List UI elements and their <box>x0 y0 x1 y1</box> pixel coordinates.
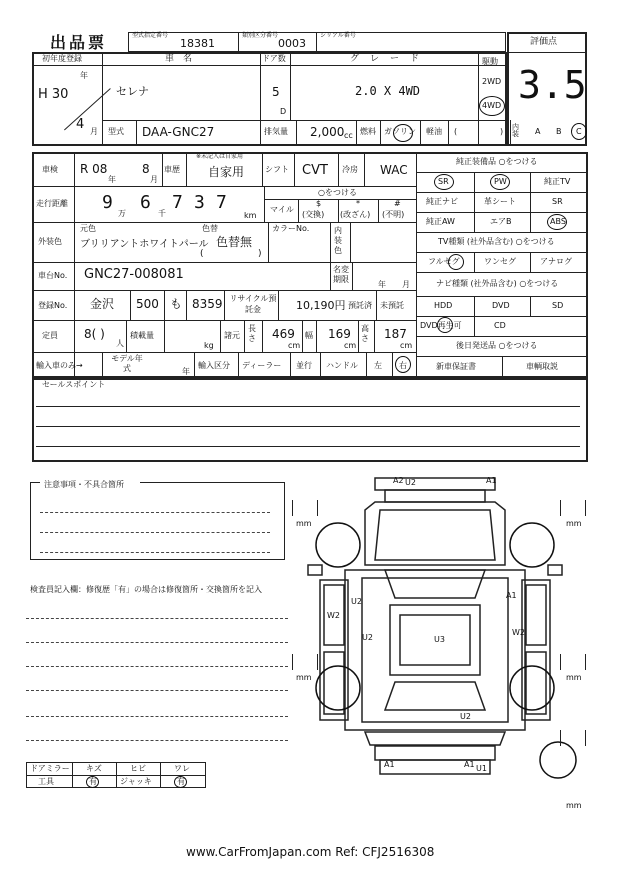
mile-label: マイル <box>270 205 294 214</box>
diagram-label-u2-left: U2 <box>351 597 362 606</box>
history: 自家用 <box>208 165 245 179</box>
car-damage-diagram <box>290 470 600 790</box>
navi-dvd-play: DVD再生可 <box>420 321 462 330</box>
doors-label: ドア数 <box>262 54 286 63</box>
reg-label: 登録No. <box>38 301 68 310</box>
recycle-amount: 10,190円 <box>296 299 346 312</box>
mileage-label: 走行距離 <box>36 199 68 208</box>
inspection-month: 8 <box>142 162 150 176</box>
diagram-label-a1-top: A1 <box>486 476 497 485</box>
model-label: 型式 <box>108 127 124 136</box>
width: 169 <box>328 327 351 341</box>
chassis-label: 車台No. <box>38 271 68 280</box>
inspection-label: 車検 <box>42 165 58 174</box>
capacity: 8( ) <box>84 327 105 341</box>
form-title: 出品票 <box>50 33 108 52</box>
reg-place: 金沢 <box>90 297 115 311</box>
equip-leather: 革シート <box>484 197 516 206</box>
diagram-label-w2-right: W2 <box>512 628 525 637</box>
legend-scratch: キズ <box>86 764 102 773</box>
dims-label: 諸元 <box>224 331 240 340</box>
recycle-label: リサイクル預託金 <box>229 294 277 314</box>
equip-pw: PW <box>494 177 507 186</box>
genuine-label: 純正装備品 ○をつける <box>456 157 538 166</box>
handle-right-circle <box>395 356 411 373</box>
interior-color-label: 内装色 <box>334 226 342 255</box>
sales-point-box <box>32 378 588 462</box>
tire-rl-bracket <box>292 654 318 670</box>
model-year-label: モデル年式 <box>111 354 143 373</box>
orig-color: ブリリアントホワイトパール <box>80 239 209 250</box>
reg-kana: も <box>170 297 183 311</box>
equip-tv: 純正TV <box>544 177 571 186</box>
diagram-label-u3: U3 <box>434 635 445 644</box>
tire-spare-bracket <box>560 730 586 746</box>
tv-analog: アナログ <box>540 257 572 266</box>
diagram-label-w2-left: W2 <box>327 611 340 620</box>
history-label: 車歴 <box>164 165 180 174</box>
diagram-label-a1-br: A1 <box>464 760 475 769</box>
navi-sd: SD <box>552 301 564 310</box>
mileage-digit-4: 3 <box>194 192 205 213</box>
legend-crack: ヒビ <box>130 764 146 773</box>
interior-label: 内装 <box>512 123 519 138</box>
legend-tools: 工具 <box>38 777 54 786</box>
fuel-label: 燃料 <box>360 127 376 136</box>
fuel-gasoline-circle <box>393 124 413 142</box>
height: 187 <box>384 327 407 341</box>
category-label: 類別区分番号 <box>242 32 279 39</box>
model: DAA-GNC27 <box>142 125 215 139</box>
notes-box <box>30 482 285 560</box>
chassis-no: GNC27-008081 <box>84 267 184 282</box>
tv-fullseg: フルセグ <box>428 257 460 266</box>
car-name: セレナ <box>116 85 149 98</box>
diagram-label-u2-bottom: U2 <box>460 712 471 721</box>
handle-label: ハンドル <box>326 361 358 370</box>
diagram-label-u2-mid: U2 <box>362 633 373 642</box>
type-no: 18381 <box>180 37 215 50</box>
legend-jack-yes: 有 <box>177 777 185 786</box>
diagram-label-u1: U1 <box>476 764 487 773</box>
legend-tools-yes: 有 <box>89 777 97 786</box>
reg-class: 500 <box>136 297 159 311</box>
legend-break: ワレ <box>174 764 190 773</box>
color-change: 色替無 <box>216 235 253 249</box>
doors: 5 <box>272 85 280 99</box>
grade-label: グ レ ー ド <box>350 54 421 64</box>
drive-4wd-circle <box>479 96 505 116</box>
shift: CVT <box>302 163 328 178</box>
ac: WAC <box>380 163 408 177</box>
sales-point-label: セールスポイント <box>42 380 106 389</box>
inspector-label: 検査員記入欄：修復歴「有」の場合は修復箇所・交換箇所を記入 <box>30 585 262 594</box>
shift-label: シフト <box>265 165 289 174</box>
equip-aw: 純正AW <box>426 217 455 226</box>
docs-warranty: 新車保証書 <box>436 362 476 371</box>
capacity-label: 定員 <box>42 331 58 340</box>
equip-navi: 純正ナビ <box>426 197 458 206</box>
import-label: 輸入車のみ→ <box>36 361 83 370</box>
tire-rr-bracket <box>560 654 586 670</box>
score-label: 評価点 <box>530 37 558 47</box>
docs-manual: 車輌取説 <box>526 362 558 371</box>
tv-label: TV種類 (社外品含む) ○をつける <box>438 237 555 246</box>
circle-note: ○をつける <box>318 188 357 197</box>
title-expiry-label: 名変期限 <box>333 265 349 284</box>
diagram-label-u2-top: U2 <box>405 478 416 487</box>
first-reg-month: 4 <box>76 117 85 132</box>
navi-cd: CD <box>494 321 506 330</box>
category-no: 0003 <box>278 37 306 50</box>
car-name-label: 車 名 <box>165 54 193 64</box>
displacement-label: 排気量 <box>264 127 288 136</box>
type-no-label: 型式指定番号 <box>132 32 169 39</box>
tire-fl-bracket <box>292 500 318 516</box>
diagram-label-a1-right: A1 <box>506 591 517 600</box>
mileage-digit-5: 7 <box>216 192 227 213</box>
tv-oneseg: ワンセグ <box>484 257 516 266</box>
navi-label: ナビ種類 (社外品含む) ○をつける <box>436 279 559 288</box>
notes-label: 注意事項・不具合箇所 <box>44 480 124 489</box>
equip-sr: SR <box>438 177 449 186</box>
displacement: 2,000 <box>310 125 345 139</box>
tire-fr-bracket <box>560 500 586 516</box>
navi-dvd: DVD <box>492 301 510 310</box>
interior-c-circle <box>571 123 587 140</box>
ac-label: 冷房 <box>342 165 358 174</box>
equip-airbag: エアB <box>490 217 512 226</box>
navi-hdd: HDD <box>434 301 453 310</box>
footer-ref: www.CarFromJapan.com Ref: CFJ2516308 <box>186 845 435 859</box>
legend-door-mirror: ドアミラー <box>30 764 70 773</box>
mileage-digit-2: 6 <box>140 192 151 213</box>
first-reg-year: H 30 <box>38 87 69 102</box>
grade: 2.0 X 4WD <box>355 84 421 98</box>
length: 469 <box>272 327 295 341</box>
mileage-digit-3: 7 <box>172 192 183 213</box>
color-no-label: カラーNo. <box>272 224 310 233</box>
first-reg-label: 初年度登録 <box>42 54 82 63</box>
load-label: 積載量 <box>130 331 154 340</box>
legend-jack: ジャッキ <box>120 777 152 786</box>
color-label: 外装色 <box>38 237 62 246</box>
reg-no: 8359 <box>192 297 223 311</box>
equip-abs: ABS <box>550 217 566 226</box>
equip-sr2: SR <box>552 197 563 206</box>
serial-label: シリアル番号 <box>320 32 356 39</box>
import-type-label: 輸入区分 <box>198 361 230 370</box>
inspection-date: R 08 <box>80 162 108 176</box>
drive-label: 駆動 <box>482 57 498 66</box>
mileage-digit-1: 9 <box>102 192 113 213</box>
score-value: 3.5 <box>518 63 587 107</box>
diagram-label-a1-bl: A1 <box>384 760 395 769</box>
docs-label: 後日発送品 ○をつける <box>456 341 538 350</box>
diagram-label-a2: A2 <box>393 476 404 485</box>
